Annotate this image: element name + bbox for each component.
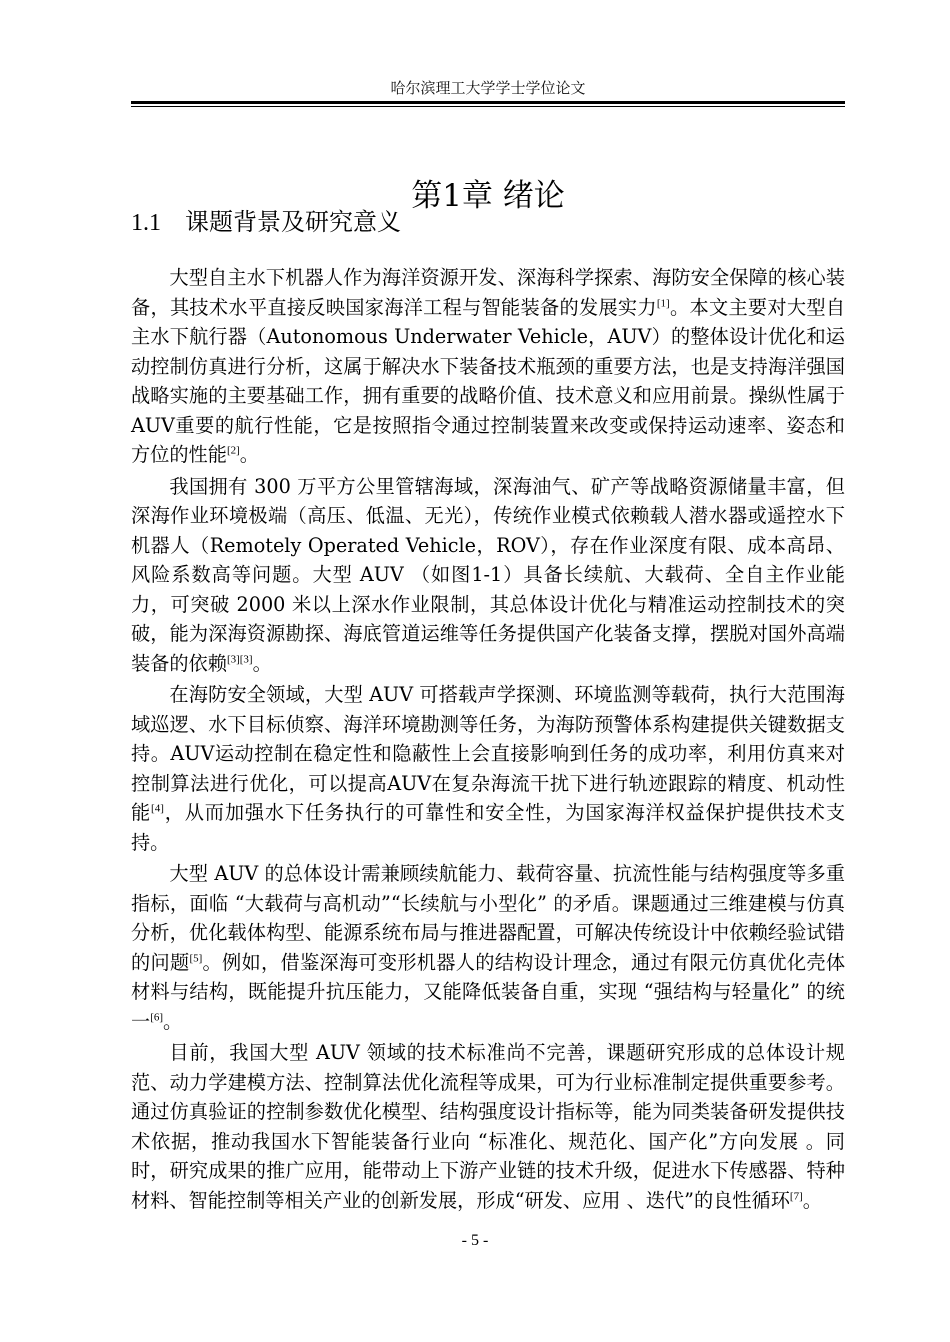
paragraph-text: 。 [252,651,272,675]
paragraph-1 [131,263,845,470]
citation: [7] [789,1190,803,1203]
header-rule-thin [131,106,845,107]
paragraph-text: 。例如，借鉴深海可变形机器人的结构设计理念，通过有限元仿真优化壳体材料与结构，既能提升抗压能力，又能降低装备自重，实现 “强结构与轻量化” 的统一 [131,950,846,1033]
section-number: 1.1 [131,210,161,236]
citation: [2] [226,444,240,457]
paragraph-text: 目前，我国大型 AUV 领域的技术标准尚不完善，课题研究形成的总体设计规范、动力学建模方法、控制算法优化流程等成果，可为行业标准制定提供重要参考。通过仿真验证的控制参数优化模型、结构强度设计指标等，能为同类装备研发提供技术依据，推动我国水下智能装备行业向 “标准化、规范化、国产化”方向发展 。同时，研究成果的推广应用，能带动上下游产业链的技术升级，促进水下传感器、特种材料、智能控制等相关产业的创新发展，形成“研发、应用 、迭代”的良性循环 [131,1041,845,1212]
paragraph-text: 大型 AUV 的总体设计需兼顾续航能力、载荷容量、抗流性能与结构强度等多重指标，面临 “大载荷与高机动”“长续航与小型化” 的矛盾。课题通过三维建模与仿真分析，优化载体构型、能源系统布局与推进器配置，可解决传统设计中依赖经验试错的问题 [131,862,845,974]
paragraph-2 [131,472,845,679]
section-heading [131,205,845,240]
paragraph-3 [131,680,845,857]
paragraph-text: 在海防安全领域，大型 AUV 可搭载声学探测、环境监测等载荷，执行大范围海域巡逻、水下目标侦察、海洋环境勘测等任务，为海防预警体系构建提供关键数据支持。AUV运动控制在稳定性和隐蔽性上会直接影响到任务的成功率，利用仿真来对控制算法进行优化，可以提高AUV在复杂海流干扰下进行轨迹跟踪的精度、机动性能 [131,683,845,824]
paragraph-text: 。本文主要对大型自主水下航行器（Autonomous Underwater Vehicle，AUV）的整体设计优化和运动控制仿真进行分析，这属于解决水下装备技术瓶颈的重要方法，也是支持海洋强国战略实施的主要基础工作，拥有重要的战略价值、技术意义和应用前景。操纵性属于AUV重要的航行性能，它是按照指令通过控制装置来改变或保持运动速率、姿态和方位的性能 [131,295,846,466]
paragraph-text: 我国拥有 300 万平方公里管辖海域，深海油气、矿产等战略资源储量丰富，但深海作业环境极端（高压、低温、无光），传统作业模式依赖载人潜水器或遥控水下机器人（Remotely Operated Vehicle，ROV），存在作业深度有限、成本高昂、风险系数高等问题。大型 AUV （如图1-1）具备长续航、大载荷、全自主作业能力，可突破 2000 米以上深水作业限制，其总体设计优化与精准运动控制技术的突破，能为深海资源勘探、海底管道运维等任务提供国产化装备支撑，摆脱对国外高端装备的依赖 [131,474,845,675]
paragraph-4 [131,859,845,1036]
running-header: 哈尔滨理工大学学士学位论文 [390,79,586,97]
paragraph-5 [131,1038,845,1215]
header-rule-thick [131,101,845,104]
paragraph-text: 。 [239,443,259,466]
body-text [131,263,845,1215]
citation: [1] [656,297,670,310]
citation: [5] [189,952,203,965]
paragraph-text: 。 [163,1009,183,1033]
citation: [3][3] [226,653,253,666]
citation: [4] [151,802,164,815]
page-number: - 5 - [461,1232,489,1249]
section-title: 课题背景及研究意义 [185,208,401,236]
paragraph-text: 大型自主水下机器人作为海洋资源开发、深海科学探索、海防安全保障的核心装备，其技术水平直接反映国家海洋工程与智能装备的发展实力 [131,266,845,319]
chapter-title: 第1章 绪论 [411,177,565,214]
citation: [6] [150,1011,164,1024]
paragraph-text: ，从而加强水下任务执行的可靠性和安全性，为国家海洋权益保护提供技术支持。 [131,801,846,854]
paragraph-text: 。 [802,1188,822,1212]
